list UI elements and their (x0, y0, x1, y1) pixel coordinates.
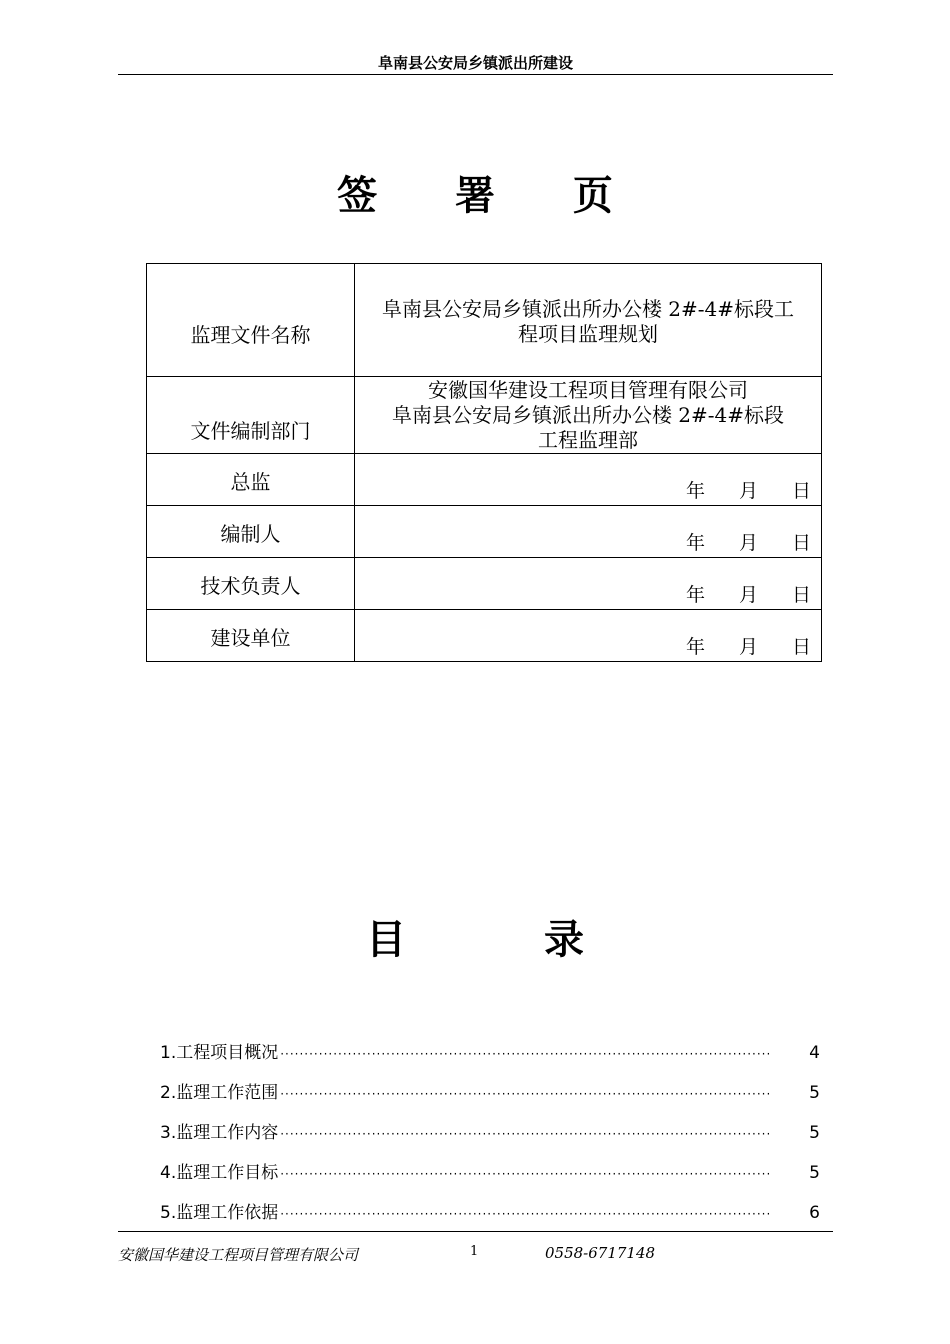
toc-item-label: 3.监理工作内容 (160, 1123, 279, 1143)
date-year: 年 (685, 584, 705, 606)
toc-item-label: 2.监理工作范围 (160, 1083, 279, 1103)
date-cell (355, 454, 822, 506)
date-line (686, 476, 811, 503)
row-label-cell (147, 377, 355, 454)
row-label: 技术负责人 (200, 574, 301, 598)
toc-item[interactable] (160, 1038, 820, 1078)
date-line (686, 632, 811, 659)
toc-item-page: 5 (809, 1083, 820, 1103)
toc-item[interactable] (160, 1118, 820, 1158)
row-label-cell (147, 610, 355, 662)
footer-rule (118, 1231, 833, 1232)
table-row (147, 558, 822, 610)
row-label-cell (147, 264, 355, 377)
table-row (147, 506, 822, 558)
row-value-cell (355, 377, 822, 454)
value-line: 安徽国华建设工程项目管理有限公司 (428, 378, 748, 402)
value-line: 阜南县公安局乡镇派出所办公楼 2#-4#标段 (391, 403, 785, 427)
date-day: 日 (791, 480, 811, 502)
date-day: 日 (791, 532, 811, 554)
footer-page-number: 1 (470, 1244, 479, 1259)
table-row (147, 610, 822, 662)
date-line (686, 528, 811, 555)
date-month: 月 (738, 636, 758, 658)
toc-leader: ······································································································ (280, 1087, 772, 1101)
header-rule (118, 74, 833, 75)
toc-item[interactable] (160, 1078, 820, 1118)
footer-phone: 0558-6717148 (545, 1244, 656, 1262)
toc-item-page: 6 (809, 1203, 820, 1223)
date-year: 年 (685, 532, 705, 554)
toc-item-page: 4 (809, 1043, 820, 1063)
signature-page-title: 签 署 页 (337, 172, 645, 219)
date-month: 月 (738, 480, 758, 502)
toc-item-page: 5 (809, 1163, 820, 1183)
table-of-contents (160, 1038, 820, 1238)
row-label-cell (147, 454, 355, 506)
toc-item-label: 4.监理工作目标 (160, 1163, 279, 1183)
table-row (147, 454, 822, 506)
row-value-cell (355, 264, 822, 377)
footer-company: 安徽国华建设工程项目管理有限公司 (118, 1246, 359, 1264)
date-year: 年 (685, 480, 705, 502)
date-day: 日 (791, 584, 811, 606)
table-row (147, 264, 822, 377)
value-line: 程项目监理规划 (518, 322, 658, 346)
toc-leader: ······································································································ (280, 1207, 772, 1221)
toc-leader: ······································································································ (280, 1127, 772, 1141)
toc-item[interactable] (160, 1198, 820, 1238)
date-day: 日 (791, 636, 811, 658)
date-year: 年 (685, 636, 705, 658)
date-month: 月 (738, 532, 758, 554)
row-label: 编制人 (220, 522, 281, 546)
row-label: 总监 (230, 470, 271, 494)
toc-item[interactable] (160, 1158, 820, 1198)
toc-leader: ······································································································ (280, 1167, 772, 1181)
date-cell (355, 610, 822, 662)
table-row (147, 377, 822, 454)
toc-item-label: 1.工程项目概况 (160, 1043, 279, 1063)
toc-title: 目 录 (366, 916, 646, 963)
row-label: 建设单位 (210, 626, 291, 650)
value-line: 阜南县公安局乡镇派出所办公楼 2#-4#标段工 (381, 297, 795, 321)
value-line: 工程监理部 (538, 428, 638, 452)
page-header-title: 阜南县公安局乡镇派出所建设 (377, 54, 573, 72)
row-label: 文件编制部门 (190, 419, 311, 443)
row-label-cell (147, 558, 355, 610)
signature-table (146, 263, 822, 662)
toc-leader: ······································································································ (280, 1047, 772, 1061)
toc-item-page: 5 (809, 1123, 820, 1143)
date-cell (355, 506, 822, 558)
toc-item-label: 5.监理工作依据 (160, 1203, 279, 1223)
date-line (686, 580, 811, 607)
date-month: 月 (738, 584, 758, 606)
row-label: 监理文件名称 (190, 323, 311, 347)
date-cell (355, 558, 822, 610)
row-label-cell (147, 506, 355, 558)
